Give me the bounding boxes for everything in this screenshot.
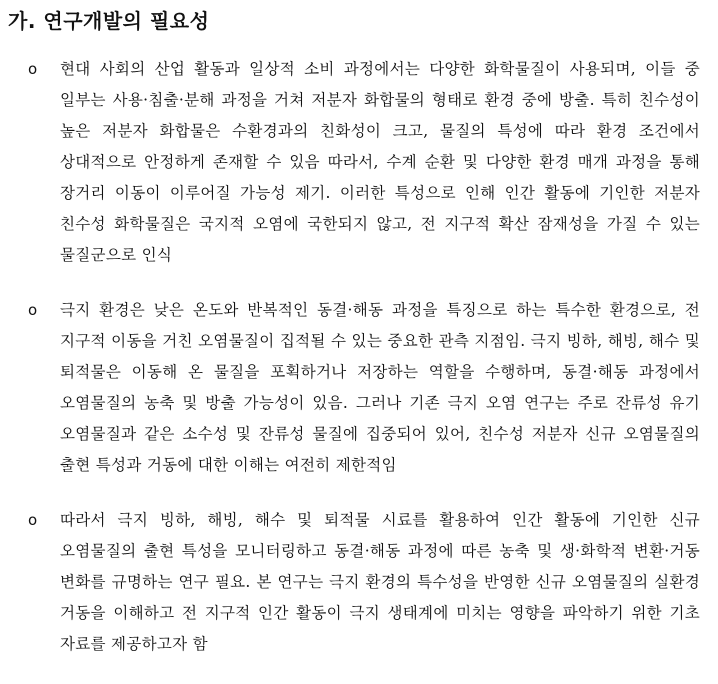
bullet-list bbox=[0, 54, 718, 684]
bullet-text: 극지 환경은 낮은 온도와 반복적인 동결·해동 과정을 특징으로 하는 특수한 환경으로, 전 지구적 이동을 거친 오염물질이 집적될 수 있는 중요한 관측 지점임. 극지 빙하, 해빙, 해수 및 퇴적물은 이동해 온 물질을 포획하거나 저장하는 역할을 수행하며, 동결·해동 과정에서 오염물질의 농축 및 방출 가능성이 있음. 그러나 기존 극지 오염 연구는 주로 잔류성 유기 오염물질과 같은 소수성 및 잔류성 물질에 집중되어 있어, 친수성 저분자 신규 오염물질의 출현 특성과 거동에 대한 이해는 여전히 제한적임 bbox=[60, 301, 700, 474]
bullet-text: 현대 사회의 산업 활동과 일상적 소비 과정에서는 다양한 화학물질이 사용되며, 이들 중 일부는 사용·침출·분해 과정을 거쳐 저분자 화합물의 형태로 환경 중에 방출. 특히 친수성이 높은 저분자 화합물은 수환경과의 친화성이 크고, 물질의 특성에 따라 환경 조건에서 상대적으로 안정하게 존재할 수 있음 따라서, 수계 순환 및 다양한 환경 매개 과정을 통해 장거리 이동이 이루어질 가능성 제기. 이러한 특성으로 인해 인간 활동에 기인한 저분자 친수성 화학물질은 국지적 오염에 국한되지 않고, 전 지구적 확산 잠재성을 가질 수 있는 물질군으로 인식 bbox=[60, 60, 700, 264]
bullet-item bbox=[0, 54, 718, 271]
bullet-item bbox=[0, 505, 718, 660]
bullet-marker: o bbox=[28, 511, 38, 529]
bullet-text: 따라서 극지 빙하, 해빙, 해수 및 퇴적물 시료를 활용하여 인간 활동에 기인한 신규 오염물질의 출현 특성을 모니터링하고 동결·해동 과정에 따른 농축 및 생·화학적 변환·거동 변화를 규명하는 연구 필요. 본 연구는 극지 환경의 특수성을 반영한 신규 오염물질의 실환경 거동을 이해하고 전 지구적 인간 활동이 극지 생태계에 미치는 영향을 파악하기 위한 기초 자료를 제공하고자 함 bbox=[60, 511, 700, 653]
section-title: 가. 연구개발의 필요성 bbox=[8, 9, 210, 33]
bullet-marker: o bbox=[28, 60, 38, 78]
bullet-marker: o bbox=[28, 301, 38, 319]
bullet-item bbox=[0, 295, 718, 481]
